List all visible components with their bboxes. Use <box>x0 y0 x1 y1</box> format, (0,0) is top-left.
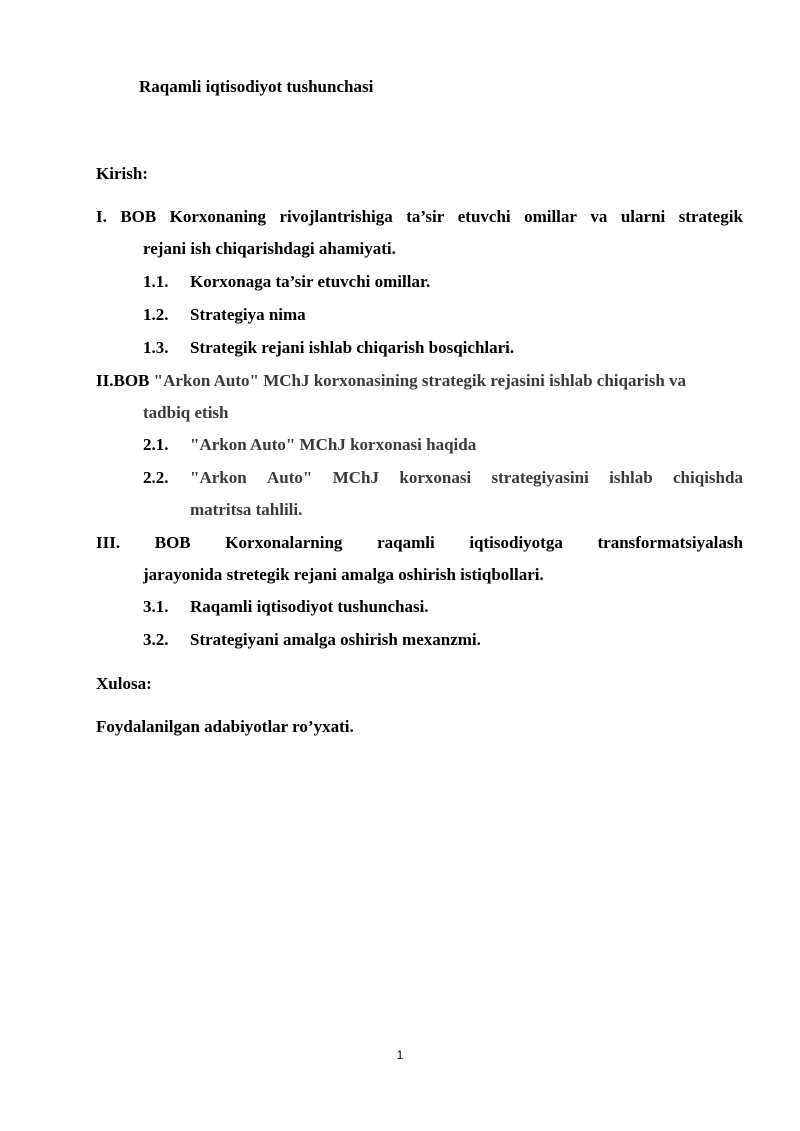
section-number: 2.2. <box>143 468 169 487</box>
ch1-word: rivojlantrishiga <box>279 207 393 226</box>
conclusion-heading: Xulosa: <box>96 674 152 693</box>
intro-heading: Kirish: <box>96 164 148 183</box>
s22-word: chiqishda <box>673 468 743 487</box>
ch1-word: omillar <box>524 207 577 226</box>
section-number: 1.2. <box>143 305 169 324</box>
s22-word: "Arkon <box>190 468 247 487</box>
ch3-word: BOB <box>154 533 191 552</box>
ch1-word: ta’sir <box>406 207 445 226</box>
section-title-line1 <box>190 468 743 488</box>
section-title: Korxonaga ta’sir etuvchi omillar. <box>190 272 431 291</box>
ch3-word: iqtisodiyotga <box>469 533 563 552</box>
section-number: 2.1. <box>143 435 169 454</box>
document-title: Raqamli iqtisodiyot tushunchasi <box>139 77 374 96</box>
section-title: "Arkon Auto" MChJ korxonasi haqida <box>190 435 477 454</box>
ch1-word: Korxonaning <box>169 207 267 226</box>
section-title: Strategik rejani ishlab chiqarish bosqichlari. <box>190 338 515 357</box>
s22-word: MChJ <box>332 468 380 487</box>
section-number: 3.2. <box>143 630 169 649</box>
s22-word: Auto" <box>267 468 313 487</box>
chapter2-heading-line1 <box>96 371 743 391</box>
references-heading: Foydalanilgan adabiyotlar ro’yxati. <box>96 717 354 736</box>
s22-word: korxonasi <box>399 468 472 487</box>
ch1-word: I. <box>96 207 107 226</box>
chapter3-heading-line1 <box>96 533 743 553</box>
ch3-word: raqamli <box>377 533 435 552</box>
ch1-word: ularni <box>620 207 666 226</box>
s22-word: strategiyasini <box>491 468 589 487</box>
chapter1-heading-line1 <box>96 207 743 227</box>
ch1-word: BOB <box>120 207 157 226</box>
page-number: 1 <box>396 1048 404 1062</box>
ch1-word: va <box>590 207 608 226</box>
section-number: 1.3. <box>143 338 169 357</box>
s22-word: ishlab <box>609 468 653 487</box>
ch3-word: III. <box>96 533 121 552</box>
ch3-word: transformatsiyalash <box>597 533 743 552</box>
section-title: Strategiya nima <box>190 305 306 324</box>
ch3-word: Korxonalarning <box>225 533 343 552</box>
section-number: 3.1. <box>143 597 169 616</box>
chapter2-title-rest: "Arkon Auto" MChJ korxonasining strategik rejasini ishlab chiqarish va <box>153 371 687 390</box>
chapter3-heading-line2: jarayonida stretegik rejani amalga oshirish istiqbollari. <box>143 565 544 584</box>
chapter2-prefix: II.BOB <box>96 371 150 390</box>
chapter2-heading-line2: tadbiq etish <box>143 403 229 422</box>
section-number: 1.1. <box>143 272 169 291</box>
chapter1-heading-line2: rejani ish chiqarishdagi ahamiyati. <box>143 239 396 258</box>
ch1-word: etuvchi <box>457 207 511 226</box>
section-title: Raqamli iqtisodiyot tushunchasi. <box>190 597 429 616</box>
section-title: Strategiyani amalga oshirish mexanzmi. <box>190 630 481 649</box>
section-title-line2: matritsa tahlili. <box>190 500 303 519</box>
ch1-word: strategik <box>678 207 743 226</box>
